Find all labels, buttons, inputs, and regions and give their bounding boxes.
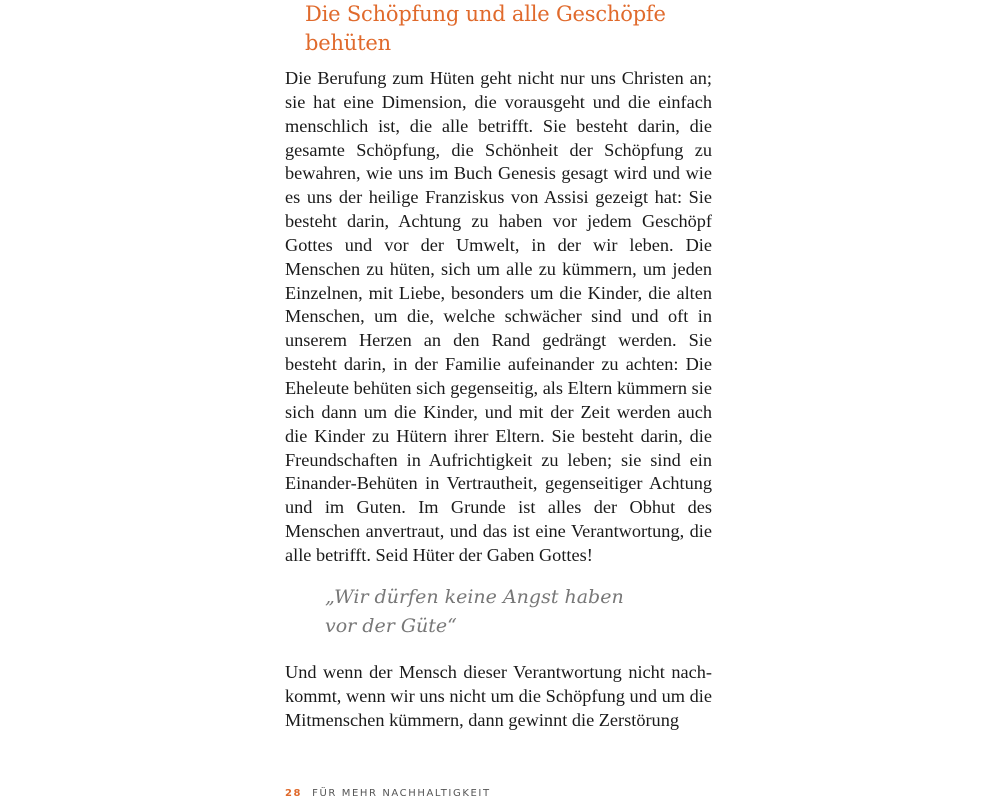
- section-heading-line-2: behüten: [305, 31, 391, 55]
- body-paragraph-1: Die Berufung zum Hüten geht nicht nur uns Christen an; sie hat eine Dimension, die vorausgeht und die einfach menschlich ist, die alle betrifft. Sie besteht darin, die gesamte Schöpfung, die Schönheit der Schöpfung zu bewahren, wie uns im Buch Genesis gesagt wird und wie es uns der heilige Franziskus von Assisi gezeigt hat: Sie besteht darin, Achtung zu haben vor jedem Geschöpf Gottes und vor der Umwelt, in der wir leben. Die Menschen zu hüten, sich um alle zu kümmern, um jeden Einzelnen, mit Liebe, besonders um die Kinder, die alten Menschen, um die, welche schwächer sind und oft in unserem Herzen an den Rand gedrängt werden. Sie besteht darin, in der Familie aufeinander zu achten: Die Eheleute behüten sich gegenseitig, als Eltern kümmern sie sich dann um die Kinder, und mit der Zeit werden auch die Kinder zu Hütern ihrer Eltern. Sie besteht darin, die Freundschaften in Aufrichtigkeit zu leben; sie sind ein Einander-Behüten in Vertrautheit, gegenseitiger Achtung und im Guten. Im Grunde ist alles der Obhut des Menschen anvertraut, und das ist eine Verantwortung, die alle betrifft. Seid Hüter der Gaben Gottes!: [285, 68, 712, 565]
- section-heading: [305, 0, 725, 58]
- running-title: FÜR MEHR NACHHALTIGKEIT: [312, 788, 491, 799]
- section-heading-line-1: Die Schöpfung und alle Geschöpfe: [305, 2, 666, 26]
- pull-quote-line-1: „Wir dürfen keine Angst haben: [325, 586, 624, 608]
- page-footer: [285, 787, 491, 800]
- body-paragraph-2: Und wenn der Mensch dieser Verantwortung nicht nachkommt, wenn wir uns nicht um die Schöpfung und um die Mitmenschen kümmern, dann gewinnt die Zerstörung: [285, 662, 712, 730]
- pull-quote-line-2: vor der Güte“: [325, 615, 457, 637]
- page-number: 28: [285, 788, 303, 799]
- pull-quote: [325, 583, 685, 641]
